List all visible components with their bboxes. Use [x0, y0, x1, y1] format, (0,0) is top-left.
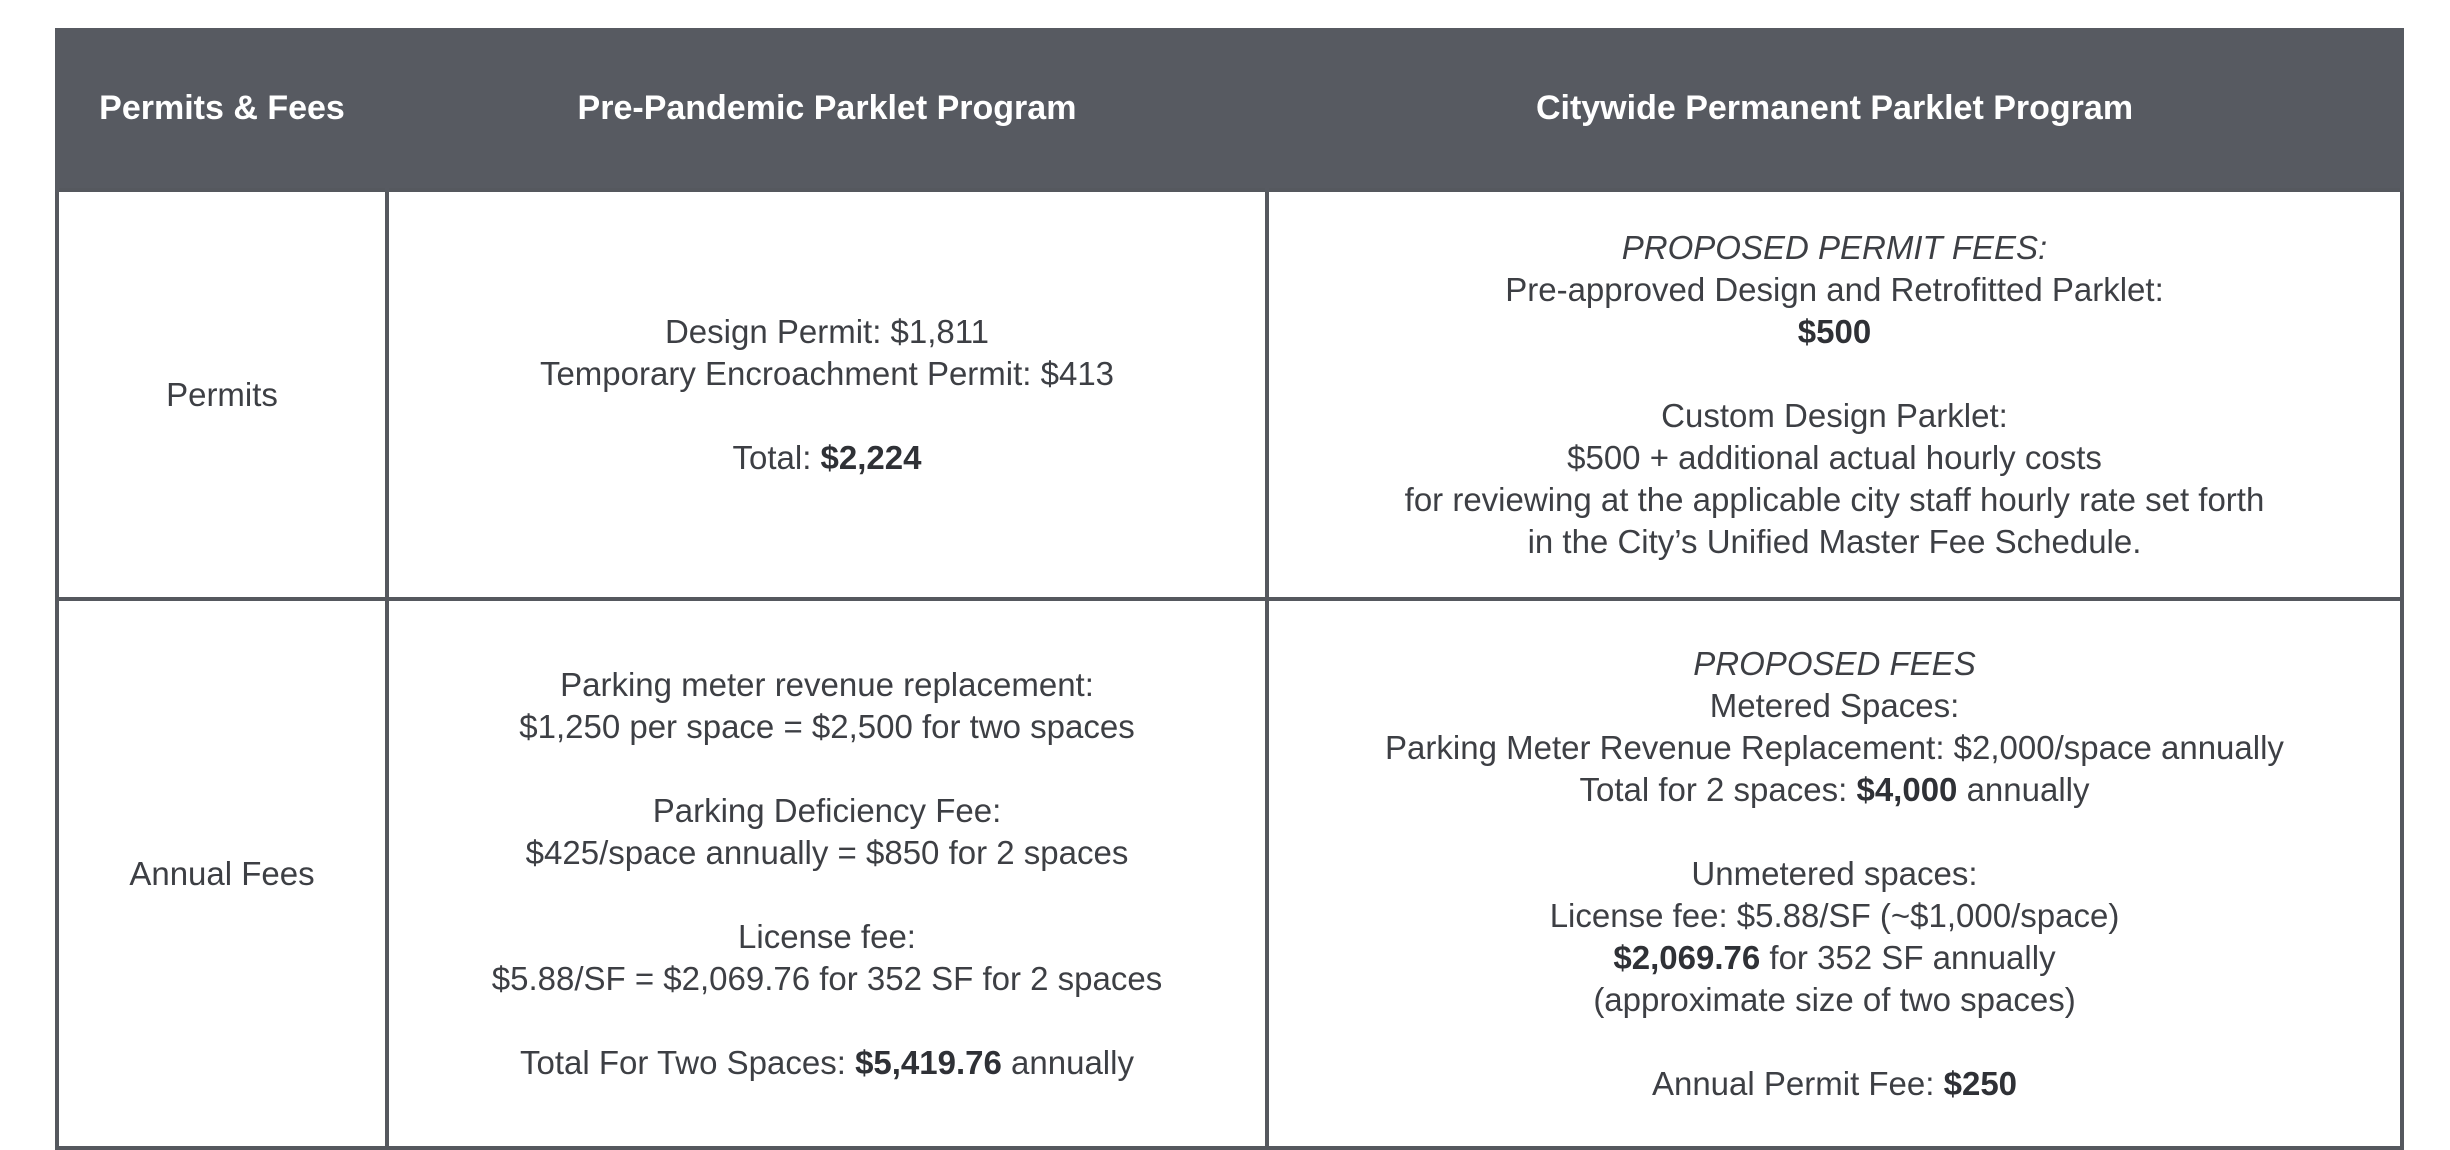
metered-total-suffix: annually — [1957, 770, 2090, 808]
preapproved-value: $500 — [1797, 312, 1872, 350]
custom-design-label: Custom Design Parklet: — [1661, 396, 2008, 434]
two-spaces-total-suffix: annually — [1001, 1043, 1134, 1081]
parklet-fees-table — [55, 28, 2404, 1150]
unmetered-note: (approximate size of two spaces) — [1593, 980, 2076, 1018]
annual-fees-row — [57, 599, 2402, 1148]
header-pre-pandemic: Pre-Pandemic Parklet Program — [387, 28, 1267, 190]
two-spaces-total-prefix: Total For Two Spaces: — [520, 1043, 856, 1081]
deficiency-fee-value: $425/space annually = $850 for 2 spaces — [525, 833, 1129, 871]
permits-total — [409, 437, 1245, 479]
proposed-permit-fees-heading: PROPOSED PERMIT FEES: — [1621, 228, 2048, 266]
custom-design-line-1: $500 + additional actual hourly costs — [1567, 438, 2102, 476]
permits-pre-pandemic-cell — [387, 190, 1267, 599]
encroachment-permit: Temporary Encroachment Permit: $413 — [539, 354, 1115, 392]
meter-revenue-label: Parking meter revenue replacement: — [560, 665, 1094, 703]
two-spaces-total-value: $5,419.76 — [855, 1043, 1002, 1081]
permits-row — [57, 190, 2402, 599]
metered-total-prefix: Total for 2 spaces: — [1579, 770, 1857, 808]
license-fee-label: License fee: — [738, 917, 916, 955]
annual-pre-pandemic-cell — [387, 599, 1267, 1148]
unmetered-total-value: $2,069.76 — [1613, 938, 1761, 976]
annual-fees-label: Annual Fees — [57, 599, 387, 1148]
preapproved-label: Pre-approved Design and Retrofitted Parklet: — [1505, 270, 2164, 308]
header-permits-fees: Permits & Fees — [57, 28, 387, 190]
permits-total-value: $2,224 — [820, 438, 922, 476]
unmetered-total — [1289, 937, 2380, 979]
metered-revenue-line: Parking Meter Revenue Replacement: $2,000/space annually — [1385, 728, 2284, 766]
annual-permit-fee-value: $250 — [1943, 1064, 2018, 1102]
permits-total-label: Total: — [732, 438, 821, 476]
metered-total — [1289, 769, 2380, 811]
header-row — [57, 28, 2402, 190]
header-citywide: Citywide Permanent Parklet Program — [1267, 28, 2402, 190]
unmetered-total-suffix: for 352 SF annually — [1760, 938, 2056, 976]
unmetered-spaces-label: Unmetered spaces: — [1691, 854, 1978, 892]
unmetered-license-line: License fee: $5.88/SF (~$1,000/space) — [1549, 896, 2120, 934]
custom-design-line-3: in the City’s Unified Master Fee Schedule. — [1527, 522, 2142, 560]
custom-design-line-2: for reviewing at the applicable city staff hourly rate set forth — [1404, 480, 2265, 518]
proposed-fees-heading: PROPOSED FEES — [1693, 644, 1976, 682]
annual-citywide-cell — [1267, 599, 2402, 1148]
two-spaces-total — [409, 1042, 1245, 1084]
design-permit: Design Permit: $1,811 — [664, 312, 990, 350]
permits-label: Permits — [57, 190, 387, 599]
annual-permit-fee — [1289, 1063, 2380, 1105]
metered-spaces-label: Metered Spaces: — [1709, 686, 1960, 724]
annual-permit-fee-prefix: Annual Permit Fee: — [1651, 1064, 1944, 1102]
license-fee-value: $5.88/SF = $2,069.76 for 352 SF for 2 spaces — [491, 959, 1163, 997]
permits-citywide-cell — [1267, 190, 2402, 599]
meter-revenue-value: $1,250 per space = $2,500 for two spaces — [519, 707, 1135, 745]
metered-total-value: $4,000 — [1856, 770, 1958, 808]
deficiency-fee-label: Parking Deficiency Fee: — [652, 791, 1002, 829]
